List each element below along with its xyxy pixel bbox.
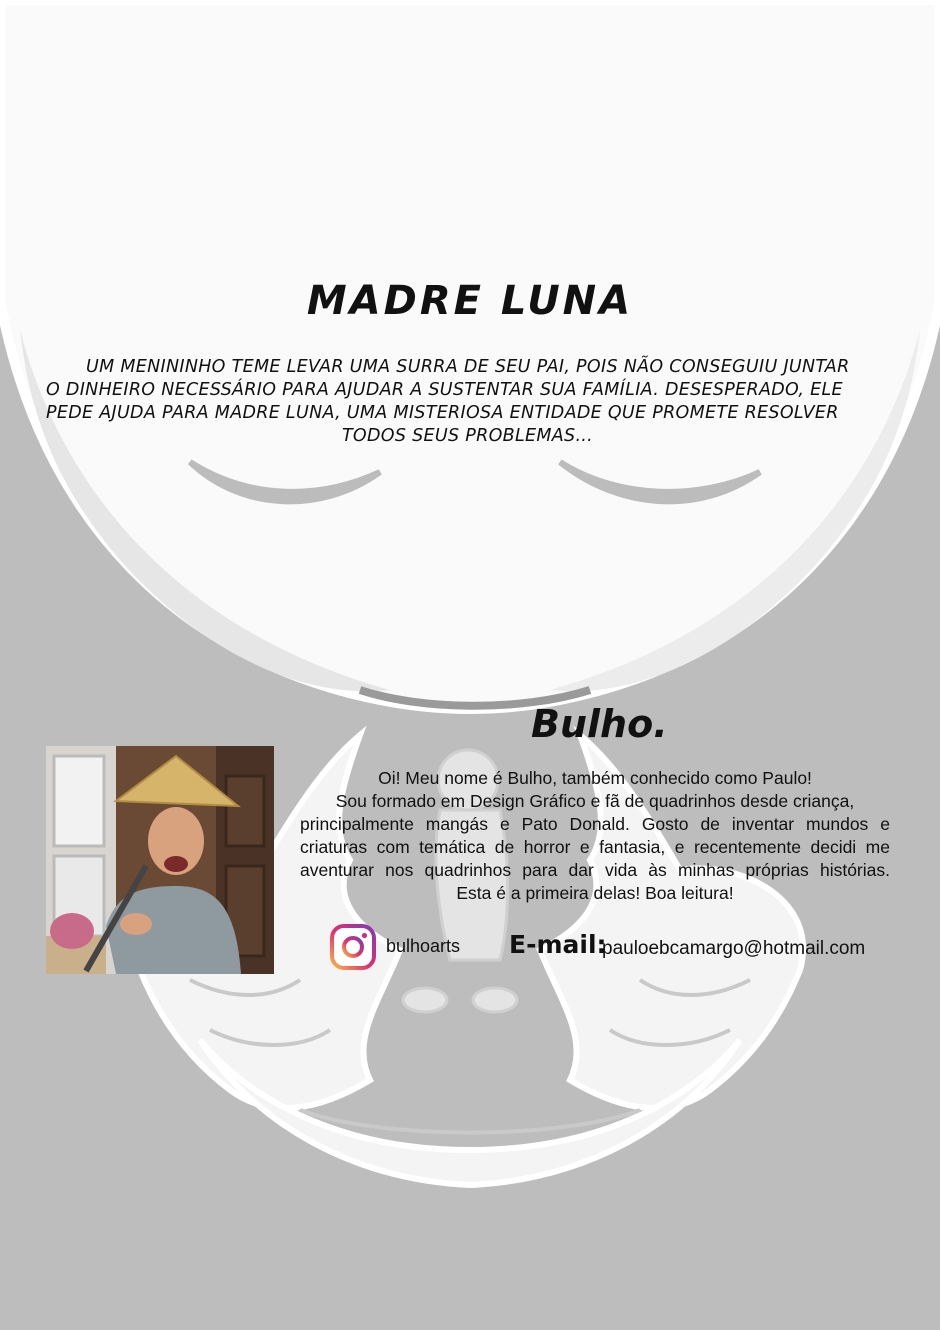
synopsis-line: O DINHEIRO NECESSÁRIO PARA AJUDAR A SUSTENTAR SUA FAMÍLIA. DESESPERADO, ELE xyxy=(46,380,843,400)
instagram-icon[interactable] xyxy=(330,924,376,970)
synopsis-line: TODOS SEUS PROBLEMAS... xyxy=(341,426,594,446)
bio-line: Esta é a primeira delas! Boa leitura! xyxy=(456,883,734,903)
synopsis-line: UM MENININHO TEME LEVAR UMA SURRA DE SEU PAI, POIS NÃO CONSEGUIU JUNTAR xyxy=(86,357,850,377)
book-title: MADRE LUNA xyxy=(306,278,634,324)
instagram-handle[interactable]: bulhoarts xyxy=(386,936,461,956)
synopsis xyxy=(46,356,889,448)
bio-line: criaturas com temática de horror e fantasia, e recentemente decidi me xyxy=(300,837,890,857)
author-bio xyxy=(300,767,890,905)
bio-line: aventurar nos quadrinhos para dar vida às minhas próprias histórias. xyxy=(300,860,890,880)
author-photo xyxy=(46,746,274,974)
bio-line: Oi! Meu nome é Bulho, também conhecido como Paulo! xyxy=(378,768,812,788)
email-address[interactable]: pauloebcamargo@hotmail.com xyxy=(602,938,866,959)
bio-line: Sou formado em Design Gráfico e fã de quadrinhos desde criança, xyxy=(335,791,855,811)
synopsis-line: PEDE AJUDA PARA MADRE LUNA, UMA MISTERIOSA ENTIDADE QUE PROMETE RESOLVER xyxy=(46,403,839,423)
email-label: E-mail: xyxy=(509,930,607,959)
author-name: Bulho. xyxy=(531,702,668,746)
bio-line: principalmente mangás e Pato Donald. Gosto de inventar mundos e xyxy=(300,814,890,834)
